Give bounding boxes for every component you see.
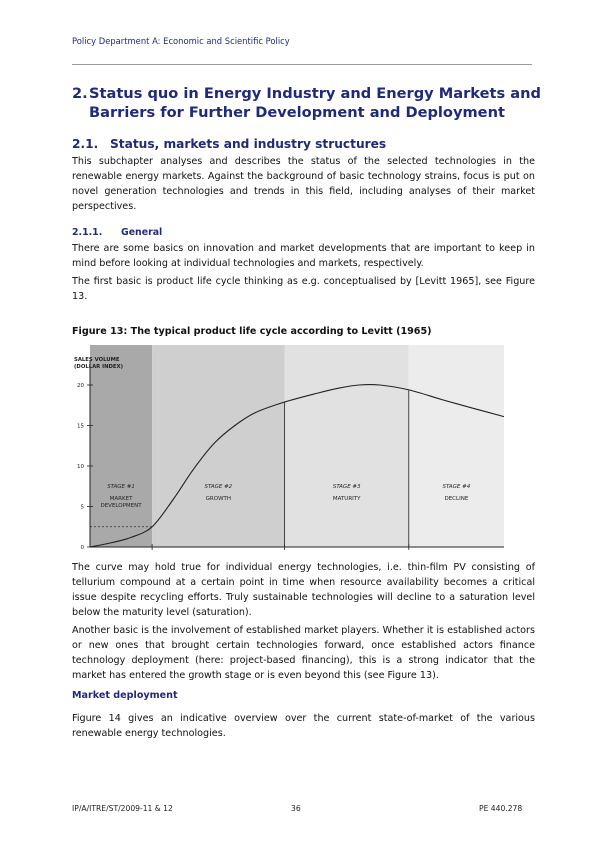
y-tick-label: 10 (77, 464, 84, 470)
footer-page-number: 36 (291, 804, 301, 813)
department-header: Policy Department A: Economic and Scientific Policy (72, 36, 290, 46)
paragraph-product-life-cycle: The first basic is product life cycle thinking as e.g. conceptualised by [Levitt 1965], see Figure 13. (72, 276, 535, 302)
subsubsection-number: 2.1.1. (72, 227, 103, 238)
y-tick-label: 0 (80, 545, 84, 551)
stage-name: MARKET (109, 496, 133, 502)
stage-band-3 (285, 345, 409, 547)
subsubsection-heading (72, 227, 162, 238)
stage-label: STAGE #1 (107, 484, 135, 490)
section-number: 2. (72, 85, 88, 102)
paragraph-curve: The curve may hold true for individual energy technologies, i.e. thin-film PV consisting of tellurium compound at a certain point in time when resource availability becomes a critical issue despite recycling efforts. Truly sustainable technologies will decline to a saturation level below the maturity level (saturation). (72, 562, 535, 618)
y-axis-label: SALES VOLUME (74, 357, 120, 363)
y-axis-label-unit: (DOLLAR INDEX) (74, 364, 124, 370)
stage-name: DECLINE (444, 496, 469, 502)
y-tick-label: 5 (80, 504, 84, 511)
subsection-title: Status, markets and industry structures (110, 137, 387, 151)
product-life-cycle-chart (72, 343, 538, 553)
figure-caption: Figure 13: The typical product life cycle according to Levitt (1965) (72, 326, 432, 337)
subsection-heading (72, 137, 386, 151)
stage-name-second-line: DEVELOPMENT (100, 503, 142, 509)
section-title: Status quo in Energy Industry and Energy Markets and Barriers for Further Development and Deployment (89, 85, 541, 121)
paragraph-market-deployment: Figure 14 gives an indicative overview over the current state-of-market of the various renewable energy technologies. (72, 713, 535, 739)
section-heading (72, 84, 542, 122)
y-tick-label: 20 (77, 383, 84, 389)
stage-band-1 (90, 345, 152, 547)
subsubsection-title: General (121, 227, 163, 238)
subsection-number: 2.1. (72, 137, 99, 151)
paragraph-market-players: Another basic is the involvement of established market players. Whether it is established actors or new ones that brought certain technologies forward, once established actors finance technology deployment (here: project-based financing), this is a strong indicator that the market has entered the growth stage or is even beyond this (see Figure 13). (72, 625, 535, 681)
stage-label: STAGE #2 (204, 484, 233, 490)
paragraph-basics: There are some basics on innovation and market developments that are important to keep in mind before looking at individual technologies and markets, respectively. (72, 243, 535, 269)
market-deployment-heading: Market deployment (72, 690, 178, 701)
stage-band-2 (152, 345, 284, 547)
footer-reference: IP/A/ITRE/ST/2009-11 & 12 (72, 804, 173, 813)
subsection-intro: This subchapter analyses and describes the status of the selected technologies in the renewable energy markets. Against the background of basic technology strains, focus is put on novel generation technologies and trends in this field, including analyses of their market perspectives. (72, 156, 535, 212)
header-rule (72, 64, 532, 65)
footer-pe-number: PE 440.278 (479, 804, 523, 813)
y-tick-label: 15 (77, 423, 84, 430)
stage-band-4 (409, 345, 504, 547)
stage-label: STAGE #4 (442, 484, 471, 490)
stage-label: STAGE #3 (332, 484, 361, 490)
stage-name: MATURITY (332, 496, 361, 502)
stage-name: GROWTH (205, 496, 232, 502)
